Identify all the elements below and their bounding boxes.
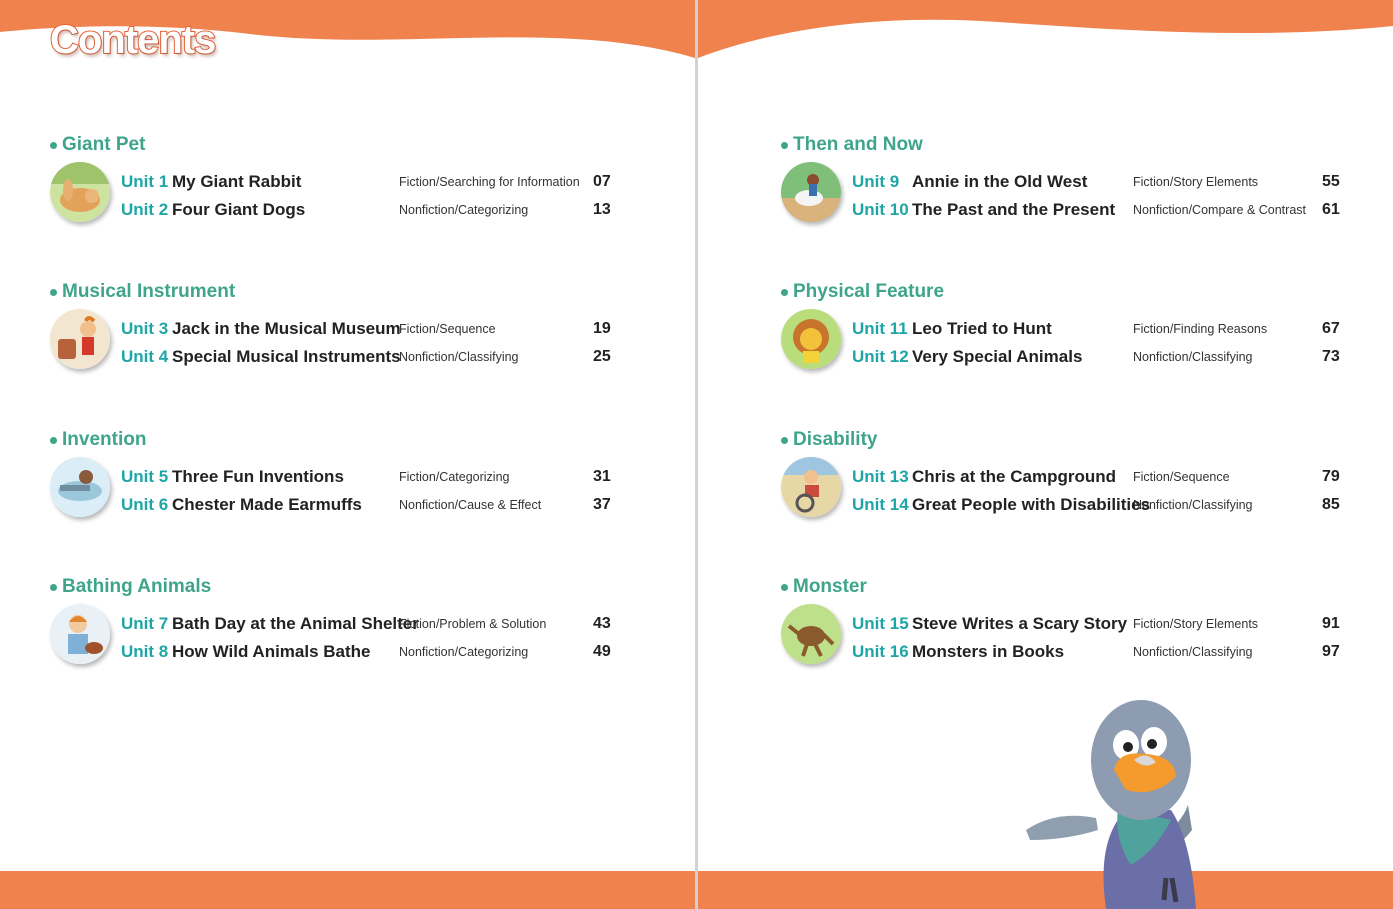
- unit-label: Unit 10: [852, 200, 909, 219]
- unit-label: Unit 14: [852, 495, 909, 514]
- pigeon-mascot-icon: [1006, 690, 1216, 909]
- toc-row[interactable]: [121, 168, 616, 196]
- section-giant-pet: [50, 132, 650, 219]
- page-number: 61: [1322, 201, 1340, 218]
- bullet-dot: [50, 289, 57, 296]
- unit-label: Unit 1: [121, 172, 169, 191]
- toc-row[interactable]: [852, 463, 1347, 491]
- section-heading: Disability: [793, 429, 878, 450]
- toc-row[interactable]: [852, 168, 1347, 196]
- unit-title[interactable]: Bath Day at the Animal Shelter: [172, 614, 419, 633]
- toc-row[interactable]: [121, 315, 616, 343]
- section-then-and-now: [781, 132, 1381, 219]
- bullet-dot: [50, 584, 57, 591]
- page-number: 19: [593, 320, 611, 337]
- unit-label: Unit 16: [852, 642, 909, 661]
- unit-title[interactable]: Chris at the Campground: [912, 467, 1117, 486]
- toc-row[interactable]: [121, 196, 616, 224]
- unit-title[interactable]: Annie in the Old West: [912, 172, 1088, 191]
- unit-title[interactable]: Great People with Disabilities: [912, 495, 1151, 514]
- page-number: 37: [593, 496, 611, 513]
- left-page: [0, 0, 695, 909]
- unit-title[interactable]: Jack in the Musical Museum: [172, 319, 401, 338]
- unit-genre: Fiction/Problem & Solution: [399, 617, 547, 631]
- section-monster: [781, 574, 1381, 661]
- page-number: 49: [593, 643, 611, 660]
- unit-label: Unit 13: [852, 467, 909, 486]
- section-heading: Invention: [62, 429, 147, 450]
- boy-in-wheelchair-illustration-icon: [781, 457, 841, 517]
- page-number: 55: [1322, 173, 1340, 190]
- toc-row[interactable]: [121, 463, 616, 491]
- toc-row[interactable]: [121, 638, 616, 666]
- unit-title[interactable]: Very Special Animals: [912, 347, 1083, 366]
- unit-genre: Nonfiction/Categorizing: [399, 203, 529, 217]
- section-musical-instrument: [50, 279, 650, 366]
- unit-label: Unit 7: [121, 614, 169, 633]
- toc-row[interactable]: [852, 610, 1347, 638]
- page-number: 85: [1322, 496, 1340, 513]
- toc-row[interactable]: [852, 638, 1347, 666]
- unit-title[interactable]: Leo Tried to Hunt: [912, 319, 1052, 338]
- unit-genre: Fiction/Story Elements: [1133, 617, 1259, 631]
- page-number: 13: [593, 201, 611, 218]
- unit-title[interactable]: Special Musical Instruments: [172, 347, 401, 366]
- unit-label: Unit 3: [121, 319, 169, 338]
- unit-title[interactable]: Three Fun Inventions: [172, 467, 344, 486]
- unit-title[interactable]: The Past and the Present: [912, 200, 1116, 219]
- unit-label: Unit 8: [121, 642, 169, 661]
- girl-with-invention-illustration-icon: [50, 457, 110, 517]
- bottom-band: [0, 871, 695, 909]
- bullet-dot: [781, 584, 788, 591]
- page-number: 91: [1322, 615, 1340, 632]
- unit-genre: Nonfiction/Categorizing: [399, 645, 529, 659]
- unit-title[interactable]: Monsters in Books: [912, 642, 1065, 661]
- page-number: 67: [1322, 320, 1340, 337]
- girl-on-horse-illustration-icon: [781, 162, 841, 222]
- section-heading: Giant Pet: [62, 134, 146, 155]
- section-disability: [781, 427, 1381, 514]
- unit-genre: Nonfiction/Compare & Contrast: [1133, 203, 1306, 217]
- unit-genre: Fiction/Sequence: [1133, 470, 1230, 484]
- unit-label: Unit 9: [852, 172, 900, 191]
- toc-row[interactable]: [121, 491, 616, 519]
- unit-label: Unit 4: [121, 347, 169, 366]
- unit-label: Unit 12: [852, 347, 909, 366]
- unit-genre: Fiction/Searching for Information: [399, 175, 580, 189]
- bullet-dot: [50, 437, 57, 444]
- page-number: 43: [593, 615, 611, 632]
- bullet-dot: [781, 437, 788, 444]
- unit-genre: Fiction/Categorizing: [399, 470, 510, 484]
- boy-with-drum-illustration-icon: [50, 309, 110, 369]
- page-number: 97: [1322, 643, 1340, 660]
- unit-genre: Nonfiction/Classifying: [1133, 498, 1253, 512]
- girl-with-dog-illustration-icon: [50, 604, 110, 664]
- unit-label: Unit 6: [121, 495, 169, 514]
- right-page: [698, 0, 1393, 909]
- toc-row[interactable]: [121, 343, 616, 371]
- section-heading: Monster: [793, 576, 867, 597]
- toc-row[interactable]: [852, 315, 1347, 343]
- unit-title[interactable]: How Wild Animals Bathe: [172, 642, 371, 661]
- section-heading: Bathing Animals: [62, 576, 212, 597]
- unit-genre: Nonfiction/Cause & Effect: [399, 498, 542, 512]
- section-heading: Musical Instrument: [62, 281, 236, 302]
- section-invention: [50, 427, 650, 514]
- toc-row[interactable]: [121, 610, 616, 638]
- unit-genre: Fiction/Finding Reasons: [1133, 322, 1268, 336]
- unit-title[interactable]: Steve Writes a Scary Story: [912, 614, 1128, 633]
- page-number: 31: [593, 468, 611, 485]
- unit-label: Unit 2: [121, 200, 169, 219]
- section-bathing-animals: [50, 574, 650, 661]
- monster-illustration-icon: [781, 604, 841, 664]
- unit-title[interactable]: My Giant Rabbit: [172, 172, 302, 191]
- unit-genre: Fiction/Sequence: [399, 322, 496, 336]
- section-heading: Physical Feature: [793, 281, 945, 302]
- top-wave-band: [698, 0, 1393, 62]
- toc-row[interactable]: [852, 491, 1347, 519]
- unit-genre: Nonfiction/Classifying: [399, 350, 519, 364]
- page-number: 73: [1322, 348, 1340, 365]
- toc-row[interactable]: [852, 343, 1347, 371]
- bullet-dot: [781, 289, 788, 296]
- bullet-dot: [781, 142, 788, 149]
- unit-genre: Fiction/Story Elements: [1133, 175, 1259, 189]
- unit-title[interactable]: Chester Made Earmuffs: [172, 495, 362, 514]
- page-number: 07: [593, 173, 611, 190]
- page-title: Contents: [50, 18, 216, 62]
- toc-row[interactable]: [852, 196, 1347, 224]
- unit-label: Unit 11: [852, 319, 908, 338]
- page-number: 79: [1322, 468, 1340, 485]
- unit-label: Unit 15: [852, 614, 909, 633]
- unit-label: Unit 5: [121, 467, 169, 486]
- unit-genre: Nonfiction/Classifying: [1133, 350, 1253, 364]
- bullet-dot: [50, 142, 57, 149]
- rabbit-illustration-icon: [50, 162, 110, 222]
- lion-illustration-icon: [781, 309, 841, 369]
- page-number: 25: [593, 348, 611, 365]
- section-physical-feature: [781, 279, 1381, 366]
- unit-title[interactable]: Four Giant Dogs: [172, 200, 306, 219]
- unit-genre: Nonfiction/Classifying: [1133, 645, 1253, 659]
- section-heading: Then and Now: [793, 134, 923, 155]
